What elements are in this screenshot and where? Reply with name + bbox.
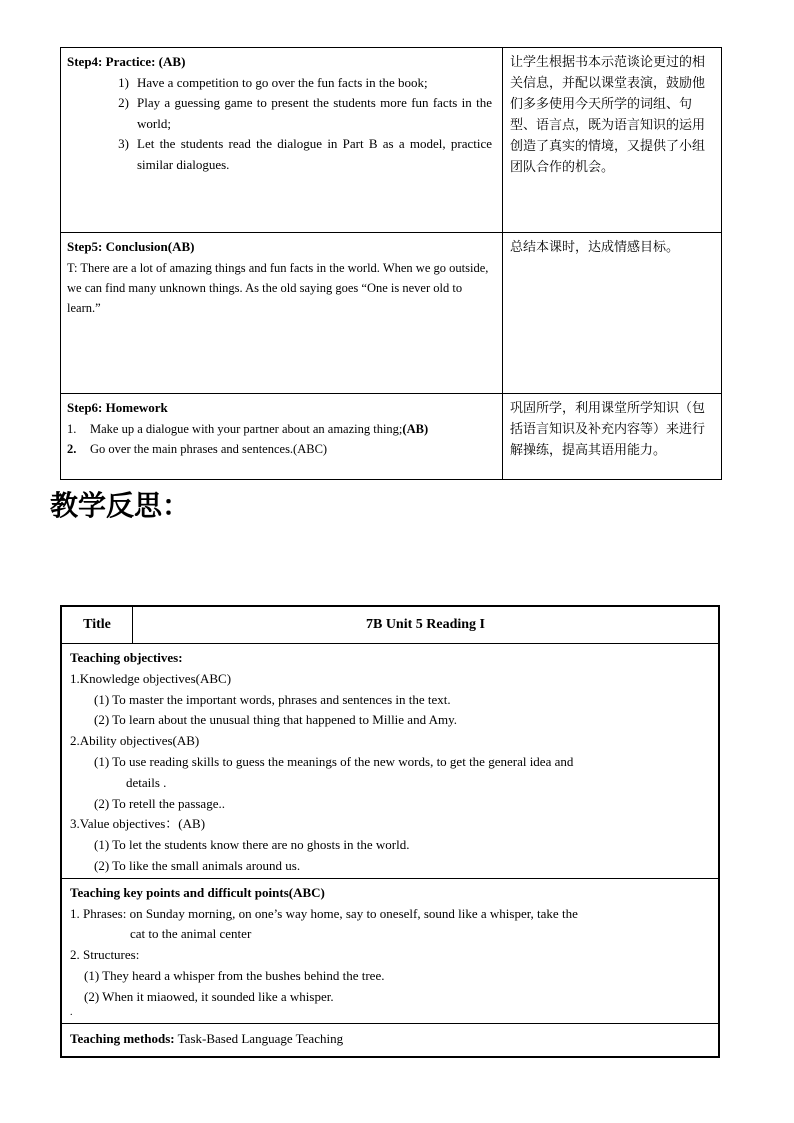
step4-list xyxy=(67,73,496,176)
list-item: 2) Play a guessing game to present the students more fun facts in the world; xyxy=(118,95,492,131)
knowledge-heading: 1.Knowledge objectives(ABC) xyxy=(70,670,232,686)
lesson-plan-table xyxy=(60,605,720,1058)
list-item: 1. Make up a dialogue with your partner about an amazing thing;(AB) xyxy=(67,421,429,436)
knowledge-item: (2) To learn about the unusual thing that happened to Millie and Amy. xyxy=(94,712,458,728)
title-row xyxy=(61,606,719,644)
phrases-line-cont: cat to the animal center xyxy=(130,926,252,942)
step6-title: Step6: Homework xyxy=(67,400,168,415)
objectives-row xyxy=(61,644,719,879)
title-value: 7B Unit 5 Reading I xyxy=(133,606,720,644)
step5-title: Step5: Conclusion(AB) xyxy=(67,239,195,254)
keypoints-row xyxy=(61,878,719,1023)
list-item: 2. Go over the main phrases and sentences.(ABC) xyxy=(67,442,328,456)
value-item: (2) To like the small animals around us. xyxy=(94,857,301,873)
step6-row xyxy=(61,394,722,480)
step5-cell xyxy=(61,233,503,394)
keypoints-cell xyxy=(61,878,719,1023)
step6-note: 巩固所学，利用课堂所学知识（包括语言知识及补充内容等）来进行解操练，提高其语用能力。 xyxy=(503,394,722,480)
phrases-line: 1. Phrases: on Sunday morning, on one’s way home, say to oneself, sound like a whisper, take the xyxy=(70,905,578,921)
methods-value: Task-Based Language Teaching xyxy=(177,1031,344,1047)
methods-cell xyxy=(61,1023,719,1057)
structure-item: (1) They heard a whisper from the bushes behind the tree. xyxy=(84,967,385,983)
step4-note: 让学生根据书本示范谈论更过的相关信息，并配以课堂表演，鼓励他们多多使用今天所学的词组、句型、语言点，既为语言知识的运用创造了真实的情境，又提供了小组团队合作的机会。 xyxy=(503,48,722,233)
step4-cell xyxy=(61,48,503,233)
ability-heading: 2.Ability objectives(AB) xyxy=(70,733,200,749)
list-item: 3) Let the students read the dialogue in Part B as a model, practice similar dialogues. xyxy=(118,136,492,172)
reflection-heading: 教学反思： xyxy=(50,489,191,522)
knowledge-item: (1) To master the important words, phrases and sentences in the text. xyxy=(94,691,451,707)
list-item: 1) Have a competition to go over the fun facts in the book; xyxy=(118,74,428,90)
structures-heading: 2. Structures: xyxy=(70,947,140,963)
step6-cell xyxy=(61,394,503,480)
ability-item-1: (1) To use reading skills to guess the meanings of the new words, to get the general idea and xyxy=(94,753,574,769)
structure-item: (2) When it miaowed, it sounded like a whisper. xyxy=(84,988,334,1004)
methods-label: Teaching methods: xyxy=(70,1031,175,1047)
ability-item-2: (2) To retell the passage.. xyxy=(94,795,225,811)
objectives-heading: Teaching objectives: xyxy=(70,650,183,665)
step6-list xyxy=(67,419,496,460)
title-label: Title xyxy=(61,606,133,644)
methods-row xyxy=(61,1023,719,1057)
step4-title: Step4: Practice: (AB) xyxy=(67,54,186,69)
trailing-dot: . xyxy=(70,1006,73,1018)
keypoints-heading: Teaching key points and difficult points(ABC) xyxy=(70,884,325,900)
step4-row xyxy=(61,48,722,233)
value-item: (1) To let the students know there are no ghosts in the world. xyxy=(94,837,410,853)
step5-row xyxy=(61,233,722,394)
value-heading: 3.Value objectives：(AB) xyxy=(70,816,206,832)
ability-item-1-cont: details . xyxy=(126,774,167,790)
lesson-steps-table xyxy=(60,47,722,480)
step5-text: T: There are a lot of amazing things and fun facts in the world. When we go outside, we can find many unknown things. As the old saying goes “One is never old to learn.” xyxy=(67,260,489,315)
step5-note: 总结本课时，达成情感目标。 xyxy=(503,233,722,394)
objectives-cell xyxy=(61,644,719,879)
